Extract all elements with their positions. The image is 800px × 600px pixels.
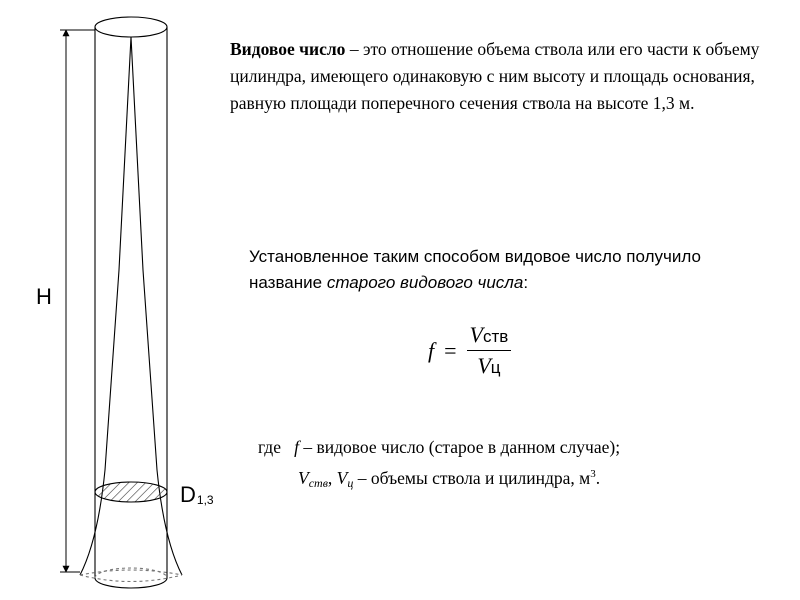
name-prefix: Установленное таким способом видовое число получило название <box>249 247 701 292</box>
old-form-factor-paragraph <box>249 244 769 296</box>
height-dimension <box>60 30 95 572</box>
formula-equals: = <box>444 337 457 363</box>
definition-term: Видовое число <box>230 39 346 59</box>
where-line-2 <box>258 461 778 494</box>
where-f-symbol: f <box>294 437 299 457</box>
formula-numerator <box>467 322 512 348</box>
height-label: H <box>36 284 52 309</box>
numerator-index: ств <box>483 327 509 346</box>
cross-section-ellipse <box>95 482 167 502</box>
diameter-subscript: 1,3 <box>196 493 214 507</box>
numerator-var: V <box>469 322 483 347</box>
formula-fraction <box>467 322 512 379</box>
where-label: где <box>258 437 281 457</box>
where-v1: V <box>298 467 309 488</box>
definition-paragraph <box>230 36 770 117</box>
diameter-label <box>180 482 214 508</box>
fraction-bar <box>467 350 512 351</box>
where-line-1 <box>258 434 778 461</box>
name-italic: старого видового числа <box>326 273 524 292</box>
where-explanation <box>258 434 778 494</box>
denominator-index: ц <box>490 358 501 377</box>
where-f-desc: – видовое число (старое в данном случае); <box>298 437 621 457</box>
diameter-symbol: D <box>180 482 196 507</box>
where-unit-exp: 3 <box>590 468 596 480</box>
where-end: . <box>595 467 601 488</box>
where-desc: – объемы ствола и цилиндра, м <box>353 467 591 488</box>
name-suffix: : <box>523 273 529 292</box>
formula-denominator <box>474 353 503 379</box>
formula-lhs: f <box>428 337 435 363</box>
where-v1-index: ств <box>308 475 328 490</box>
where-v2-index: ц <box>347 475 354 490</box>
where-sep: , <box>327 467 337 488</box>
denominator-var: V <box>477 353 491 378</box>
where-v2: V <box>336 467 348 488</box>
definition-text: – это отношение объема ствола или его части к объему цилиндра, имеющего одинаковую с ним высоту и площадь основания, равную площади поперечного сечения ствола на высоте 1,3 м. <box>230 39 760 113</box>
form-factor-formula <box>428 322 511 379</box>
